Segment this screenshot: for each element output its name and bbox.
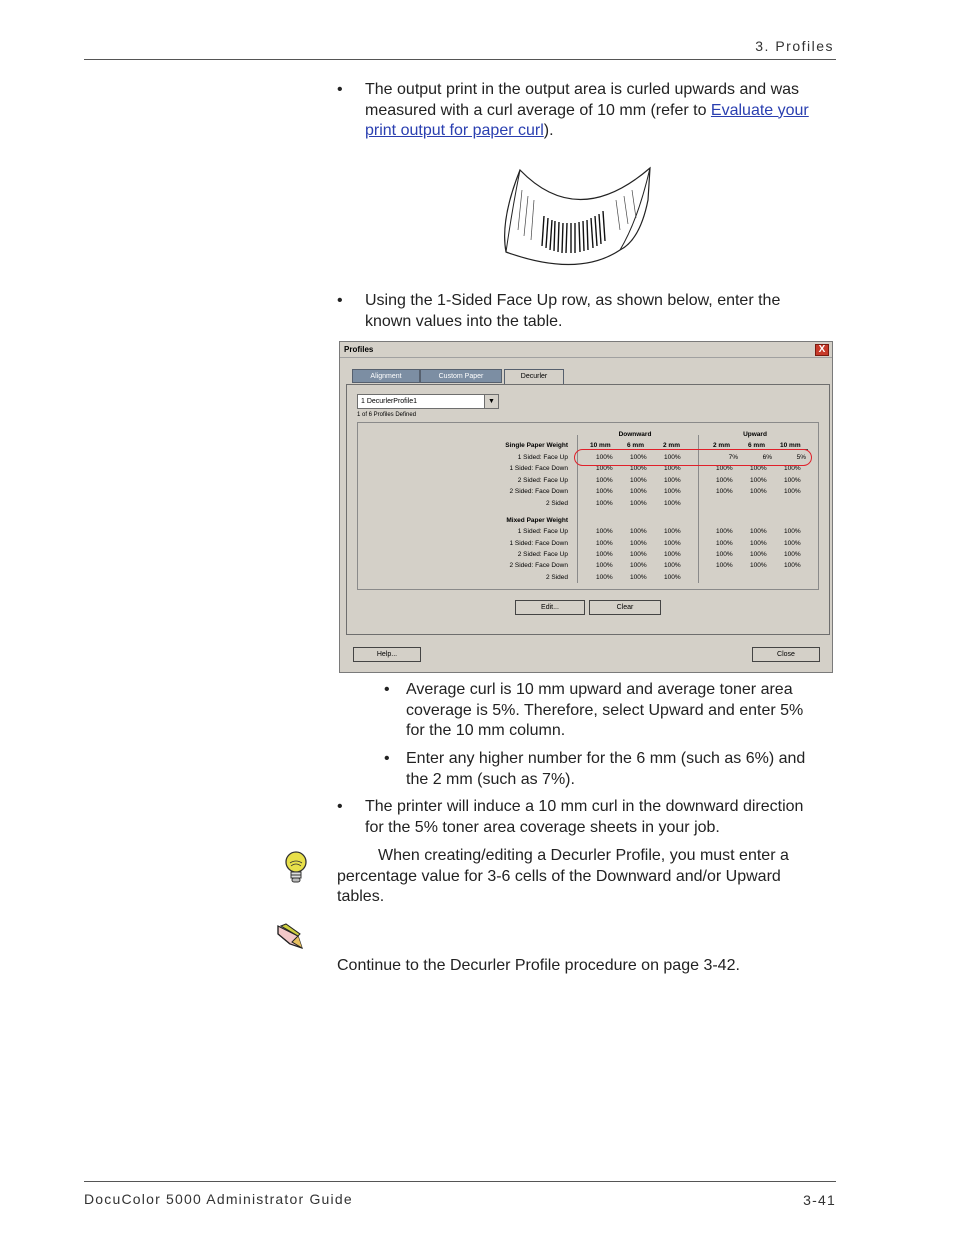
chevron-down-icon[interactable]: ▼ xyxy=(484,395,498,408)
bullet-line: for the 5% toner area coverage sheets in your job. xyxy=(365,818,720,836)
cell-value[interactable]: 100% xyxy=(596,551,613,558)
profile-select[interactable] xyxy=(357,394,499,409)
cell-value[interactable]: 100% xyxy=(664,488,681,495)
pencil-note-icon xyxy=(276,922,306,950)
bullet-use-row xyxy=(337,291,837,333)
cell-value[interactable]: 100% xyxy=(630,574,647,581)
row-label: 2 Sided: Face Up xyxy=(517,551,568,558)
face-up-row-highlight xyxy=(574,449,812,466)
footer-title: DocuColor 5000 Administrator Guide xyxy=(84,1191,353,1207)
row-label: 1 Sided: Face Down xyxy=(509,540,568,547)
cell-value[interactable]: 100% xyxy=(664,454,681,461)
close-icon[interactable]: X xyxy=(815,344,829,356)
col-header-down-2: 2 mm xyxy=(663,442,680,449)
col-header-up-6: 6 mm xyxy=(748,442,765,449)
cell-value[interactable]: 100% xyxy=(664,477,681,484)
cell-value[interactable]: 100% xyxy=(750,528,767,535)
cell-value[interactable]: 100% xyxy=(596,465,613,472)
row-label: 2 Sided xyxy=(545,574,568,581)
cell-value[interactable]: 100% xyxy=(630,477,647,484)
bullet-curl-measure xyxy=(337,80,837,142)
cell-value[interactable]: 100% xyxy=(664,540,681,547)
profiles-dialog xyxy=(339,341,833,673)
cell-value[interactable]: 100% xyxy=(750,465,767,472)
cell-value[interactable]: 100% xyxy=(596,562,613,569)
cell-value[interactable]: 100% xyxy=(716,465,733,472)
bullet-line: known values into the table. xyxy=(365,312,563,330)
curled-paper-illustration xyxy=(498,160,658,272)
cell-value[interactable]: 100% xyxy=(784,488,801,495)
row-label: 1 Sided: Face Up xyxy=(517,528,568,535)
col-header-down-6: 6 mm xyxy=(627,442,644,449)
cell-value[interactable]: 100% xyxy=(664,528,681,535)
cell-value[interactable]: 7% xyxy=(728,454,738,461)
running-header: 3. Profiles xyxy=(755,38,834,54)
tab-alignment[interactable]: Alignment xyxy=(352,369,420,383)
evaluate-curl-link[interactable]: Evaluate your xyxy=(710,101,809,119)
cell-value[interactable]: 100% xyxy=(716,488,733,495)
clear-button[interactable]: Clear xyxy=(589,600,661,615)
cell-value[interactable]: 100% xyxy=(596,488,613,495)
bullet-line: the 2 mm (such as 7%). xyxy=(406,770,575,788)
cell-value[interactable]: 100% xyxy=(716,551,733,558)
cell-value[interactable]: 5% xyxy=(796,454,806,461)
row-label: 1 Sided: Face Down xyxy=(509,465,568,472)
bullet-tail: ). xyxy=(543,122,554,139)
header-rule xyxy=(84,59,836,60)
row-label: 2 Sided xyxy=(545,500,568,507)
edit-button[interactable]: Edit... xyxy=(515,600,585,615)
row-label: 2 Sided: Face Down xyxy=(509,562,568,569)
bullet-line: coverage is 5%. Therefore, select Upward and enter 5% xyxy=(406,701,804,719)
cell-value[interactable]: 100% xyxy=(784,540,801,547)
row-label: 2 Sided: Face Up xyxy=(517,477,568,484)
bullet-marker: • xyxy=(384,750,390,767)
cell-value[interactable]: 100% xyxy=(716,528,733,535)
bullet-line: Using the 1-Sided Face Up row, as shown below, enter the xyxy=(365,292,781,309)
row-label: 2 Sided: Face Down xyxy=(509,488,568,495)
cell-value[interactable]: 100% xyxy=(630,465,647,472)
bullet-marker: • xyxy=(337,292,343,309)
bullet-line: The output print in the output area is curled upwards and was xyxy=(365,81,800,98)
bullet-line: for the 10 mm column. xyxy=(406,722,566,739)
tip-line: percentage value for 3-6 cells of the Downward and/or Upward xyxy=(337,867,781,885)
bullet-line: The printer will induce a 10 mm curl in the downward direction xyxy=(365,798,804,815)
col-header-down-10: 10 mm xyxy=(590,442,611,449)
cell-value[interactable]: 100% xyxy=(596,500,613,507)
group-single-weight: Single Paper Weight xyxy=(505,442,568,449)
group-mixed-weight: Mixed Paper Weight xyxy=(506,517,568,524)
cell-value[interactable]: 100% xyxy=(630,562,647,569)
decurler-panel xyxy=(346,384,830,635)
cell-value[interactable]: 100% xyxy=(596,528,613,535)
cell-value[interactable]: 100% xyxy=(750,488,767,495)
cell-value[interactable]: 100% xyxy=(784,551,801,558)
cell-value[interactable]: 100% xyxy=(716,477,733,484)
profile-count: 1 of 6 Profiles Defined xyxy=(357,412,417,418)
page-number: 3-41 xyxy=(803,1192,836,1208)
cell-value[interactable]: 100% xyxy=(664,465,681,472)
downward-header: Downward xyxy=(618,431,652,438)
cell-value[interactable]: 6% xyxy=(762,454,772,461)
cell-value[interactable]: 100% xyxy=(630,454,647,461)
cell-value[interactable]: 100% xyxy=(716,540,733,547)
cell-value[interactable]: 100% xyxy=(596,477,613,484)
cell-value[interactable]: 100% xyxy=(630,540,647,547)
tip-line: When creating/editing a Decurler Profile, you must enter a xyxy=(378,847,789,864)
lightbulb-icon xyxy=(284,851,308,885)
sub-bullet-average-curl xyxy=(384,680,839,742)
bullet-line: Average curl is 10 mm upward and average toner area xyxy=(406,681,793,698)
decurler-table xyxy=(357,422,819,590)
bullet-line: measured with a curl average of 10 mm (refer to xyxy=(365,101,711,119)
cell-value[interactable]: 100% xyxy=(664,500,681,507)
cell-value[interactable]: 100% xyxy=(750,540,767,547)
cell-value[interactable]: 100% xyxy=(630,528,647,535)
evaluate-curl-link-cont[interactable]: print output for paper curl xyxy=(365,122,544,139)
row-label: 1 Sided: Face Up xyxy=(517,454,568,461)
cell-value[interactable]: 100% xyxy=(784,562,801,569)
cell-value[interactable]: 100% xyxy=(596,540,613,547)
cell-value[interactable]: 100% xyxy=(664,574,681,581)
cell-value[interactable]: 100% xyxy=(630,500,647,507)
cell-value[interactable]: 100% xyxy=(596,454,613,461)
cell-value[interactable]: 100% xyxy=(716,562,733,569)
col-header-up-10: 10 mm xyxy=(780,442,801,449)
bullet-induce-curl xyxy=(337,797,837,839)
upward-header: Upward xyxy=(743,431,767,438)
cell-value[interactable]: 100% xyxy=(784,477,801,484)
continue-text: Continue to the Decurler Profile procedure on page 3-42. xyxy=(337,957,740,974)
bullet-marker: • xyxy=(337,81,343,98)
bullet-marker: • xyxy=(337,798,343,815)
dialog-title: Profiles xyxy=(340,342,832,358)
close-button[interactable]: Close xyxy=(752,647,820,662)
cell-value[interactable]: 100% xyxy=(630,488,647,495)
sub-bullet-higher-number xyxy=(384,749,839,791)
help-button[interactable]: Help... xyxy=(353,647,421,662)
cell-value[interactable]: 100% xyxy=(750,477,767,484)
bullet-line: Enter any higher number for the 6 mm (such as 6%) and xyxy=(406,750,806,767)
cell-value[interactable]: 100% xyxy=(750,562,767,569)
footer-rule xyxy=(84,1181,836,1182)
tab-custom-paper[interactable]: Custom Paper xyxy=(420,369,502,383)
profile-select-value: 1 DecurlerProfile1 xyxy=(361,398,418,405)
tip-line: tables. xyxy=(337,888,385,905)
tip-note xyxy=(337,846,832,908)
cell-value[interactable]: 100% xyxy=(596,574,613,581)
cell-value[interactable]: 100% xyxy=(630,551,647,558)
cell-value[interactable]: 100% xyxy=(664,562,681,569)
tab-decurler[interactable]: Decurler xyxy=(504,369,564,384)
bullet-marker: • xyxy=(384,681,390,698)
cell-value[interactable]: 100% xyxy=(750,551,767,558)
col-header-up-2: 2 mm xyxy=(713,442,730,449)
cell-value[interactable]: 100% xyxy=(664,551,681,558)
cell-value[interactable]: 100% xyxy=(784,465,801,472)
cell-value[interactable]: 100% xyxy=(784,528,801,535)
